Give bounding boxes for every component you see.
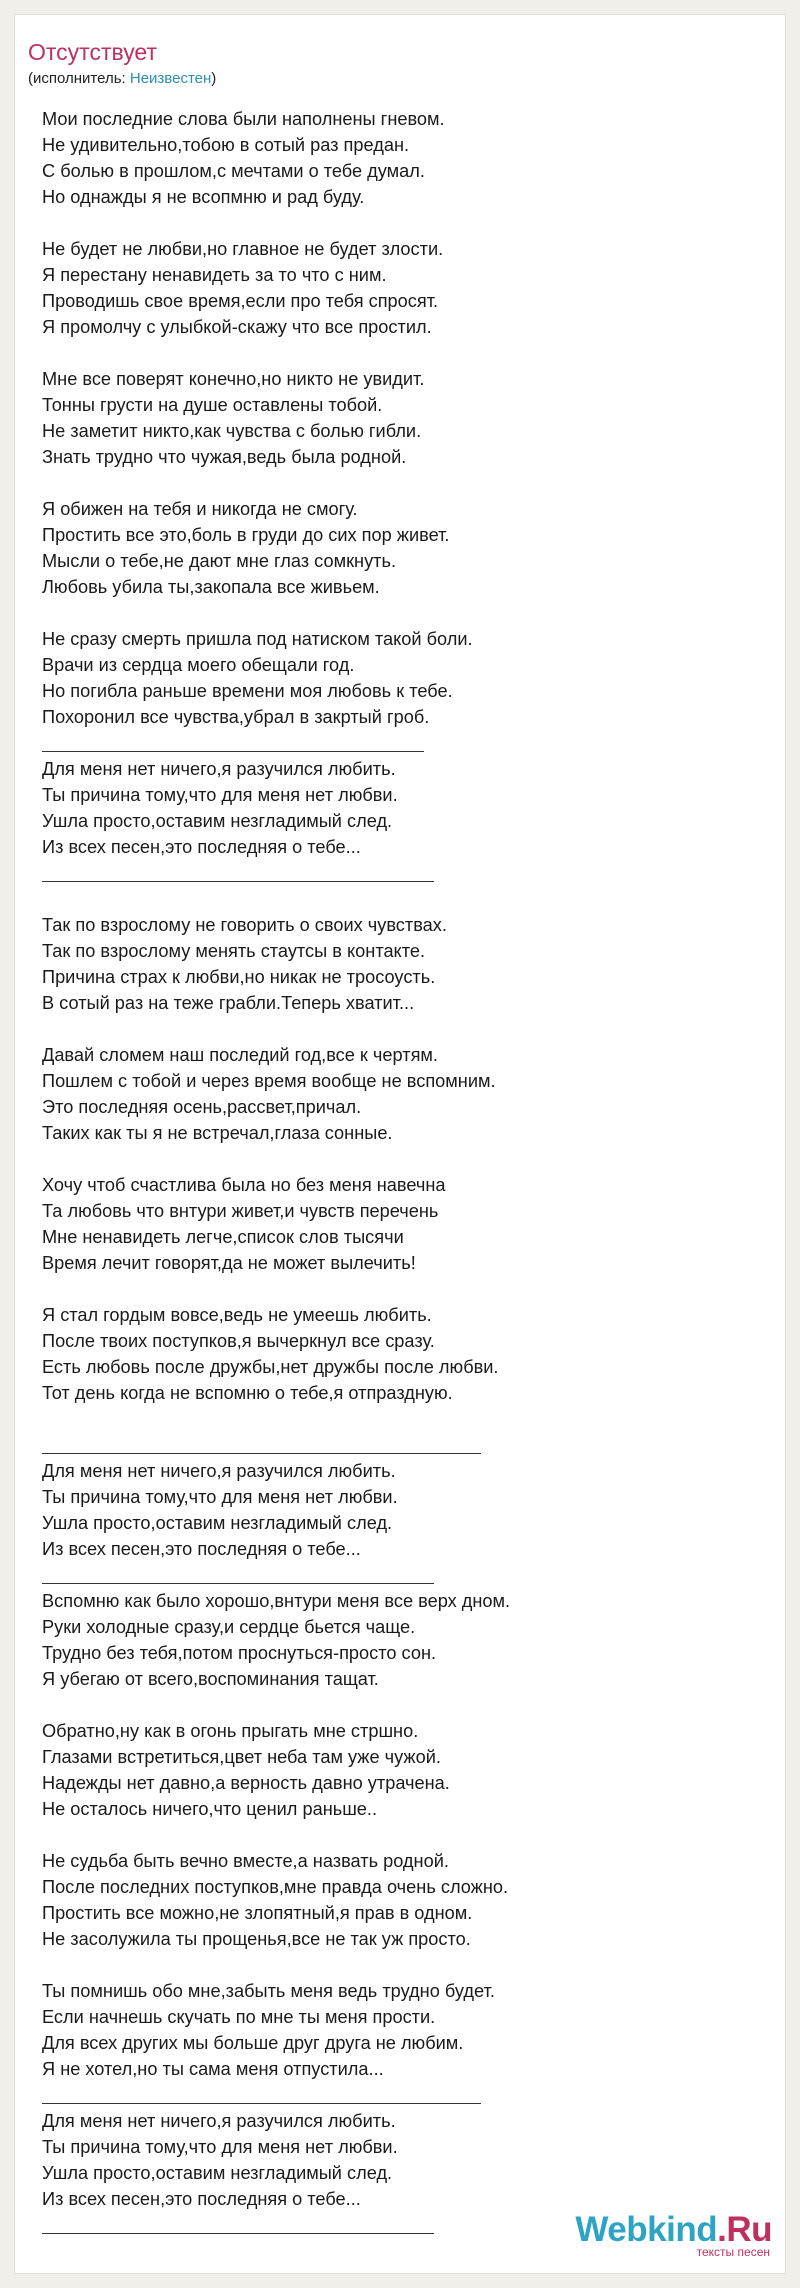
lyric-line: Время лечит говорят,да не может вылечить! (42, 1253, 416, 1273)
logo-wordmark (575, 2212, 772, 2248)
lyric-line: Ты причина тому,что для меня нет любви. (42, 2137, 398, 2157)
lyric-line: Не заметит никто,как чувства с болью гибли. (42, 421, 422, 441)
logo-tagline: тексты песен (696, 2245, 770, 2259)
lyric-line: После последних поступков,мне правда очень сложно. (42, 1877, 509, 1897)
lyric-separator (42, 1432, 742, 1458)
lyric-line: Ушла просто,оставим незгладимый след. (42, 2163, 393, 2183)
separator-rule (42, 1453, 481, 1454)
stanza-gap (42, 340, 742, 366)
lyric-line: Простить все это,боль в груди до сих пор живет. (42, 525, 450, 545)
lyric-line: Ушла просто,оставим незгладимый след. (42, 811, 393, 831)
lyric-line: Из всех песен,это последняя о тебе... (42, 837, 361, 857)
lyric-line: Не сразу смерть пришла под натиском такой боли. (42, 629, 473, 649)
lyric-line: Таких как ты я не встречал,глаза сонные. (42, 1123, 393, 1143)
lyric-line: Для меня нет ничего,я разучился любить. (42, 2111, 396, 2131)
lyric-line: Если начнешь скучать по мне ты меня прости. (42, 2007, 436, 2027)
lyric-line: Не удивительно,тобою в сотый раз предан. (42, 135, 410, 155)
lyric-line: Мысли о тебе,не дают мне глаз сомкнуть. (42, 551, 397, 571)
lyric-line: Тонны грусти на душе оставлены тобой. (42, 395, 383, 415)
lyric-line: Есть любовь после дружбы,нет дружбы после любви. (42, 1357, 499, 1377)
stanza-gap (42, 470, 742, 496)
lyric-line: Не засолужила ты прощенья,все не так уж просто. (42, 1929, 471, 1949)
logo-domain: .Ru (717, 2210, 772, 2249)
lyric-line: Я убегаю от всего,воспоминания тащат. (42, 1669, 379, 1689)
lyric-line: Простить все можно,не злопятный,я прав в одном. (42, 1903, 473, 1923)
artist-prefix: (исполнитель: (28, 70, 130, 87)
stanza-gap (42, 1692, 742, 1718)
stanza-gap (42, 886, 742, 912)
separator-rule (42, 2103, 481, 2104)
stanza-gap (42, 210, 742, 236)
lyric-line: Я перестану ненавидеть за то что с ним. (42, 265, 387, 285)
lyric-separator (42, 1562, 742, 1588)
lyric-line: Для меня нет ничего,я разучился любить. (42, 1461, 396, 1481)
lyric-separator (42, 2082, 742, 2108)
lyric-line: Из всех песен,это последняя о тебе... (42, 1539, 361, 1559)
lyric-line: Вспомню как было хорошо,внтури меня все верх дном. (42, 1591, 511, 1611)
lyric-line: Я не хотел,но ты сама меня отпустила... (42, 2059, 384, 2079)
lyric-line: Не будет не любви,но главное не будет злости. (42, 239, 444, 259)
lyric-line: Обратно,ну как в огонь прыгать мне стршно. (42, 1721, 419, 1741)
lyric-line: Надежды нет давно,а верность давно утрачена. (42, 1773, 450, 1793)
lyric-line: Но погибла раньше времени моя любовь к тебе. (42, 681, 453, 701)
lyric-line: Мои последние слова были наполнены гневом. (42, 109, 445, 129)
lyric-line: Ты причина тому,что для меня нет любви. (42, 785, 398, 805)
lyric-line: Знать трудно что чужая,ведь была родной. (42, 447, 407, 467)
lyric-line: Ушла просто,оставим незгладимый след. (42, 1513, 393, 1533)
separator-rule (42, 2233, 434, 2234)
lyric-line: Не судьба быть вечно вместе,а назвать родной. (42, 1851, 449, 1871)
lyric-line: Мне ненавидеть легче,список слов тысячи (42, 1227, 404, 1247)
logo-name: Webkind (575, 2210, 718, 2249)
separator-rule (42, 1583, 434, 1584)
lyric-line: Хочу чтоб счастлива была но без меня навечна (42, 1175, 446, 1195)
lyric-line: Причина страх к любви,но никак не тросоусть. (42, 967, 436, 987)
lyric-line: Тот день когда не вспомню о тебе,я отпраздную. (42, 1383, 453, 1403)
lyric-line: Ты причина тому,что для меня нет любви. (42, 1487, 398, 1507)
stanza-gap (42, 600, 742, 626)
separator-rule (42, 751, 424, 752)
lyric-line: Глазами встретиться,цвет неба там уже чужой. (42, 1747, 441, 1767)
lyric-line: Я стал гордым вовсе,ведь не умеешь любить. (42, 1305, 432, 1325)
lyric-line: Ты помнишь обо мне,забыть меня ведь трудно будет. (42, 1981, 495, 2001)
lyric-line: Так по взрослому менять стаутсы в контакте. (42, 941, 426, 961)
lyric-line: Из всех песен,это последняя о тебе... (42, 2189, 361, 2209)
lyric-line: Давай сломем наш последий год,все к чертям. (42, 1045, 438, 1065)
lyric-line: Это последняя осень,рассвет,причал. (42, 1097, 362, 1117)
lyric-line: Я обижен на тебя и никогда не смогу. (42, 499, 358, 519)
lyric-line: Так по взрослому не говорить о своих чувствах. (42, 915, 447, 935)
stanza-gap (42, 1146, 742, 1172)
lyric-line: Но однажды я не всопмню и рад буду. (42, 187, 365, 207)
lyric-line: Руки холодные сразу,и сердце бьется чаще. (42, 1617, 416, 1637)
artist-line (28, 70, 216, 88)
lyric-line: С болью в прошлом,с мечтами о тебе думал. (42, 161, 425, 181)
stanza-gap (42, 1276, 742, 1302)
lyric-line: Не осталось ничего,что ценил раньше.. (42, 1799, 378, 1819)
stanza-gap (42, 1822, 742, 1848)
lyric-line: Для всех других мы больше друг друга не любим. (42, 2033, 464, 2053)
separator-rule (42, 881, 434, 882)
lyric-line: Проводишь свое время,если про тебя спросят. (42, 291, 439, 311)
lyric-line: Похоронил все чувства,убрал в закртый гроб. (42, 707, 430, 727)
song-title: Отсутствует (28, 39, 157, 65)
lyric-line: Я промолчу с улыбкой-скажу что все простил. (42, 317, 432, 337)
lyric-separator (42, 730, 742, 756)
lyric-line: Трудно без тебя,потом проснуться-просто сон. (42, 1643, 437, 1663)
lyric-line: Любовь убила ты,закопала все живьем. (42, 577, 380, 597)
lyric-line: Врачи из сердца моего обещали год. (42, 655, 355, 675)
stanza-gap (42, 1952, 742, 1978)
lyric-line: Та любовь что внтури живет,и чувств перечень (42, 1201, 439, 1221)
lyric-separator (42, 860, 742, 886)
stanza-gap (42, 1406, 742, 1432)
site-logo[interactable] (575, 2212, 772, 2258)
lyric-line: После твоих поступков,я вычеркнул все сразу. (42, 1331, 435, 1351)
lyric-line: Мне все поверят конечно,но никто не увидит. (42, 369, 425, 389)
lyric-line: Пошлем с тобой и через время вообще не вспомним. (42, 1071, 496, 1091)
stanza-gap (42, 1016, 742, 1042)
lyric-line: Для меня нет ничего,я разучился любить. (42, 759, 396, 779)
artist-suffix: ) (211, 70, 217, 87)
lyric-line: В сотый раз на теже грабли.Теперь хватит... (42, 993, 415, 1013)
lyrics-text (42, 106, 742, 2238)
artist-link[interactable]: Неизвестен (129, 70, 212, 87)
